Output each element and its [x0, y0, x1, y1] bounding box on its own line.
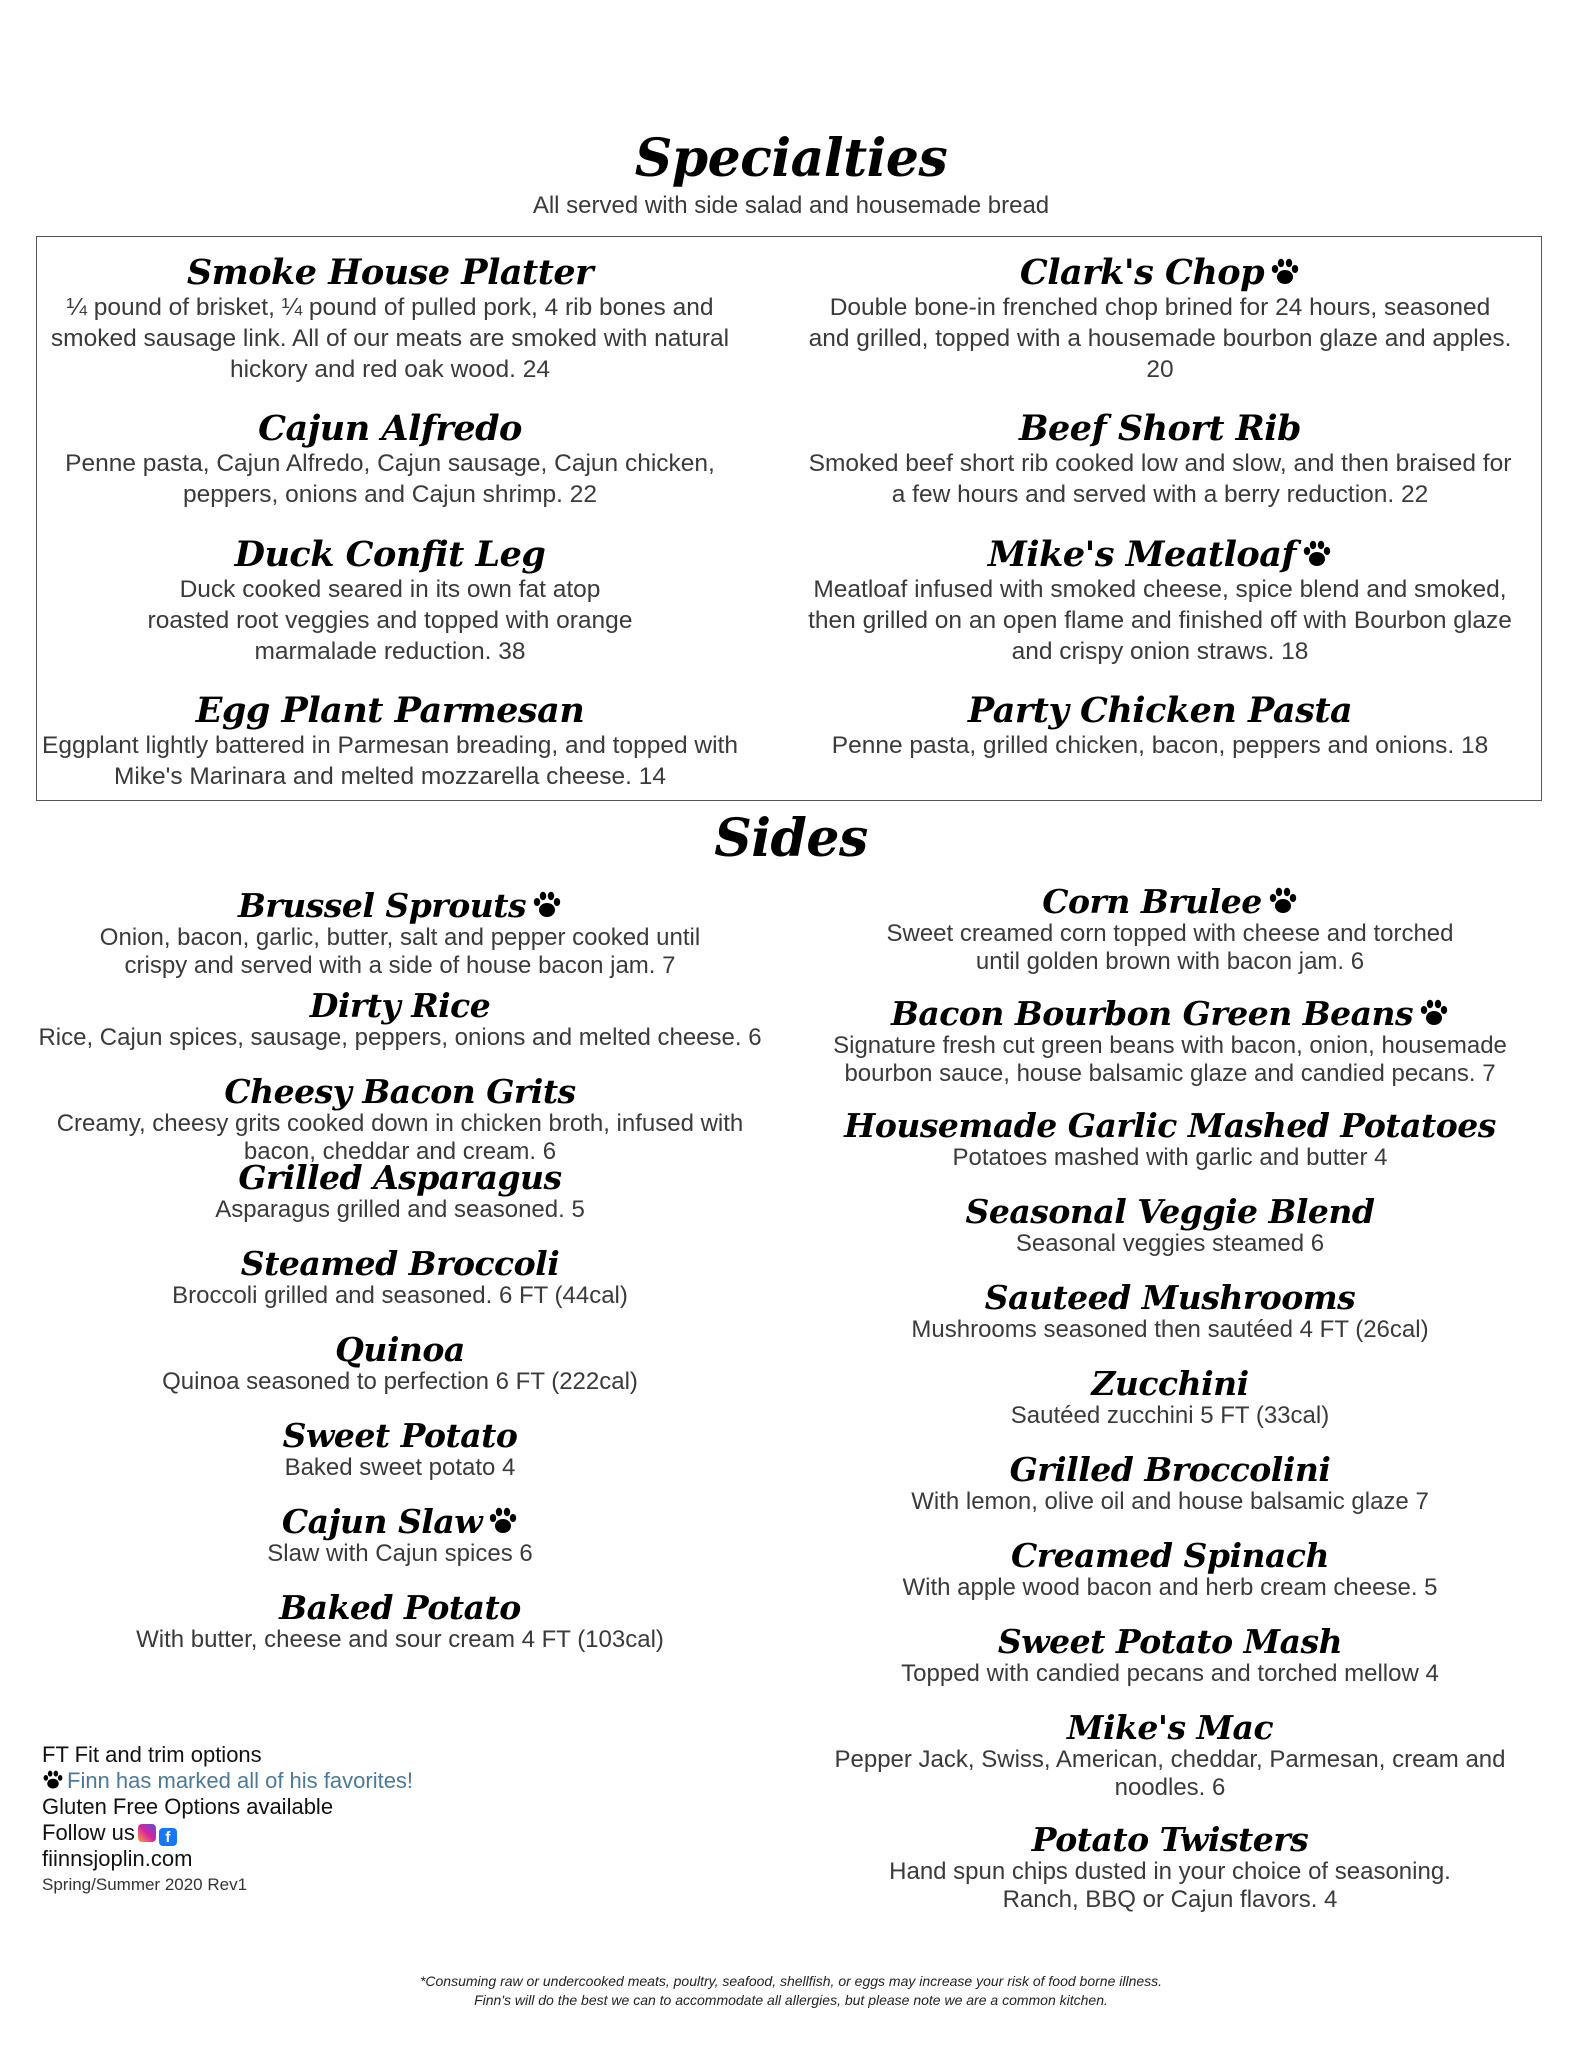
side-item	[800, 1538, 1540, 1624]
side-name: Grilled Asparagus	[238, 1158, 562, 1197]
item-name: Cajun Alfredo	[258, 408, 522, 449]
menu-item	[800, 410, 1520, 510]
side-name: Potato Twisters	[1031, 1820, 1309, 1859]
side-name: Sauteed Mushrooms	[984, 1278, 1356, 1317]
item-name: Duck Confit Leg	[234, 534, 546, 575]
paw-print-icon	[532, 891, 562, 919]
side-name: Sweet Potato	[282, 1416, 518, 1455]
side-item	[800, 996, 1540, 1108]
side-name-text: Cajun Slaw	[281, 1502, 483, 1541]
menu-item	[40, 692, 740, 792]
side-description: With apple wood bacon and herb cream cheese. 5	[902, 1574, 1438, 1601]
side-item	[800, 1822, 1540, 1934]
side-description: Creamy, cheesy grits cooked down in chicken broth, infused with bacon, cheddar and cream. 6	[56, 1110, 744, 1165]
side-description: Broccoli grilled and seasoned. 6 FT (44cal)	[172, 1282, 628, 1309]
paw-print-icon	[42, 1770, 64, 1790]
item-description: Duck cooked seared in its own fat atop roasted root veggies and topped with orange marmalade reduction. 38	[147, 576, 633, 665]
side-description: With lemon, olive oil and house balsamic glaze 7	[911, 1488, 1429, 1515]
disclaimer-line: *Consuming raw or undercooked meats, poultry, seafood, shellfish, or eggs may increase your risk of food borne illness.	[419, 1973, 1163, 1989]
side-name	[800, 996, 1540, 1032]
menu-item	[40, 254, 740, 385]
side-description: Topped with candied pecans and torched mellow 4	[901, 1660, 1439, 1687]
paw-print-icon	[1270, 258, 1300, 286]
side-description: Sautéed zucchini 5 FT (33cal)	[1010, 1402, 1330, 1429]
side-item	[20, 1504, 780, 1590]
paw-print-icon	[1302, 540, 1332, 568]
side-name	[20, 1504, 780, 1540]
side-name	[20, 888, 780, 924]
side-name: Quinoa	[335, 1330, 465, 1369]
gluten-free-note: Gluten Free Options available	[42, 1794, 334, 1819]
side-description: Mushrooms seasoned then sautéed 4 FT (26cal)	[911, 1316, 1429, 1343]
item-name: Party Chicken Pasta	[967, 690, 1353, 731]
follow-us-text: Follow us	[42, 1820, 135, 1845]
side-item	[800, 1108, 1540, 1194]
side-description: Baked sweet potato 4	[284, 1454, 516, 1481]
follow-us	[42, 1820, 413, 1846]
item-description: ¼ pound of brisket, ¼ pound of pulled pork, 4 rib bones and smoked sausage link. All of our meats are smoked with natural hickory and red oak wood. 24	[50, 294, 730, 383]
website-link[interactable]: fiinnsjoplin.com	[42, 1846, 193, 1871]
menu-item	[800, 692, 1520, 761]
side-name-text: Brussel Sprouts	[237, 886, 527, 925]
side-name: Cheesy Bacon Grits	[224, 1072, 576, 1111]
item-name	[790, 536, 1530, 574]
side-item	[800, 1280, 1540, 1366]
side-description: Rice, Cajun spices, sausage, peppers, onions and melted cheese. 6	[38, 1024, 762, 1051]
fit-trim-note: FT Fit and trim options	[42, 1742, 262, 1767]
side-description: Seasonal veggies steamed 6	[1015, 1230, 1325, 1257]
side-item	[800, 884, 1540, 996]
menu-item	[790, 536, 1530, 667]
sides-left-column	[20, 888, 780, 1676]
side-description: Sweet creamed corn topped with cheese and torched until golden brown with bacon jam. 6	[886, 920, 1454, 975]
side-item	[800, 1710, 1540, 1822]
side-item	[20, 886, 780, 979]
sides-title: Sides	[714, 808, 868, 869]
instagram-icon[interactable]	[138, 1824, 156, 1842]
item-description: Penne pasta, grilled chicken, bacon, peppers and onions. 18	[831, 732, 1489, 759]
item-name: Smoke House Platter	[186, 252, 594, 293]
specialties-left-column	[40, 254, 740, 385]
menu-item	[800, 254, 1520, 385]
side-name: Steamed Broccoli	[240, 1244, 560, 1283]
side-name: Grilled Broccolini	[1009, 1450, 1331, 1489]
side-item	[20, 974, 780, 1074]
item-description: Eggplant lightly battered in Parmesan breading, and topped with Mike's Marinara and melted mozzarella cheese. 14	[42, 732, 738, 790]
paw-print-icon	[1419, 999, 1449, 1027]
side-name-text: Bacon Bourbon Green Beans	[890, 994, 1414, 1033]
item-name-text: Clark's Chop	[1019, 252, 1265, 293]
side-item	[20, 1246, 780, 1332]
side-name: Housemade Garlic Mashed Potatoes	[844, 1106, 1496, 1145]
disclaimer-line: Finn's will do the best we can to accommodate all allergies, but please note we are a common kitchen.	[474, 1992, 1108, 2008]
specialties-title: Specialties	[634, 128, 948, 189]
menu-item	[140, 536, 640, 667]
menu-item	[40, 410, 740, 510]
side-name: Dirty Rice	[309, 986, 491, 1025]
side-description: Pepper Jack, Swiss, American, cheddar, Parmesan, cream and noodles. 6	[834, 1746, 1506, 1801]
sides-right-column	[800, 884, 1540, 1934]
item-name-text: Mike's Meatloaf	[988, 534, 1296, 575]
paw-print-icon	[1268, 887, 1298, 915]
side-item	[20, 1418, 780, 1504]
item-description: Double bone-in frenched chop brined for 24 hours, seasoned and grilled, topped with a housemade bourbon glaze and apples. 20	[808, 294, 1512, 383]
side-item	[20, 1590, 780, 1676]
side-name: Sweet Potato Mash	[997, 1622, 1343, 1661]
side-name: Seasonal Veggie Blend	[965, 1192, 1375, 1231]
side-description: Quinoa seasoned to perfection 6 FT (222cal)	[162, 1368, 638, 1395]
side-name-text: Corn Brulee	[1042, 882, 1262, 921]
side-name: Mike's Mac	[1066, 1708, 1274, 1747]
side-name	[800, 884, 1540, 920]
side-item	[800, 1452, 1540, 1538]
side-description: Hand spun chips dusted in your choice of seasoning. Ranch, BBQ or Cajun flavors. 4	[889, 1858, 1451, 1913]
item-name: Beef Short Rib	[1018, 408, 1302, 449]
side-item	[20, 1160, 780, 1246]
item-description: Smoked beef short rib cooked low and slow, and then braised for a few hours and served with a berry reduction. 22	[808, 450, 1512, 508]
info-block	[42, 1742, 413, 1898]
side-description: Asparagus grilled and seasoned. 5	[215, 1196, 585, 1223]
specialties-subtitle: All served with side salad and housemade bread	[532, 192, 1050, 219]
side-description: Signature fresh cut green beans with bacon, onion, housemade bourbon sauce, house balsamic glaze and candied pecans. 7	[833, 1032, 1507, 1087]
facebook-icon[interactable]: f	[159, 1828, 177, 1846]
side-name: Zucchini	[1091, 1364, 1249, 1403]
paw-print-icon	[488, 1507, 518, 1535]
menu-version: Spring/Summer 2020 Rev1	[42, 1875, 248, 1894]
side-description: Potatoes mashed with garlic and butter 4	[952, 1144, 1388, 1171]
side-item	[20, 1332, 780, 1418]
item-name	[800, 254, 1520, 292]
favorites-note	[42, 1768, 413, 1794]
item-description: Meatloaf infused with smoked cheese, spice blend and smoked, then grilled on an open flame and finished off with Bourbon glaze and crispy onion straws. 18	[808, 576, 1512, 665]
side-item	[800, 1366, 1540, 1452]
side-item	[800, 1194, 1540, 1280]
favorites-note-text: Finn has marked all of his favorites!	[67, 1768, 414, 1793]
item-name: Egg Plant Parmesan	[195, 690, 585, 731]
disclaimer	[0, 1972, 1582, 2010]
side-item	[20, 1072, 780, 1165]
item-description: Penne pasta, Cajun Alfredo, Cajun sausage, Cajun chicken, peppers, onions and Cajun shrimp. 22	[65, 450, 715, 508]
side-item	[800, 1624, 1540, 1710]
side-description: Onion, bacon, garlic, butter, salt and pepper cooked until crispy and served with a side of house bacon jam. 7	[99, 924, 701, 979]
side-name: Baked Potato	[279, 1588, 521, 1627]
side-name: Creamed Spinach	[1011, 1536, 1329, 1575]
side-description: Slaw with Cajun spices 6	[267, 1540, 533, 1567]
side-description: With butter, cheese and sour cream 4 FT (103cal)	[136, 1626, 664, 1653]
